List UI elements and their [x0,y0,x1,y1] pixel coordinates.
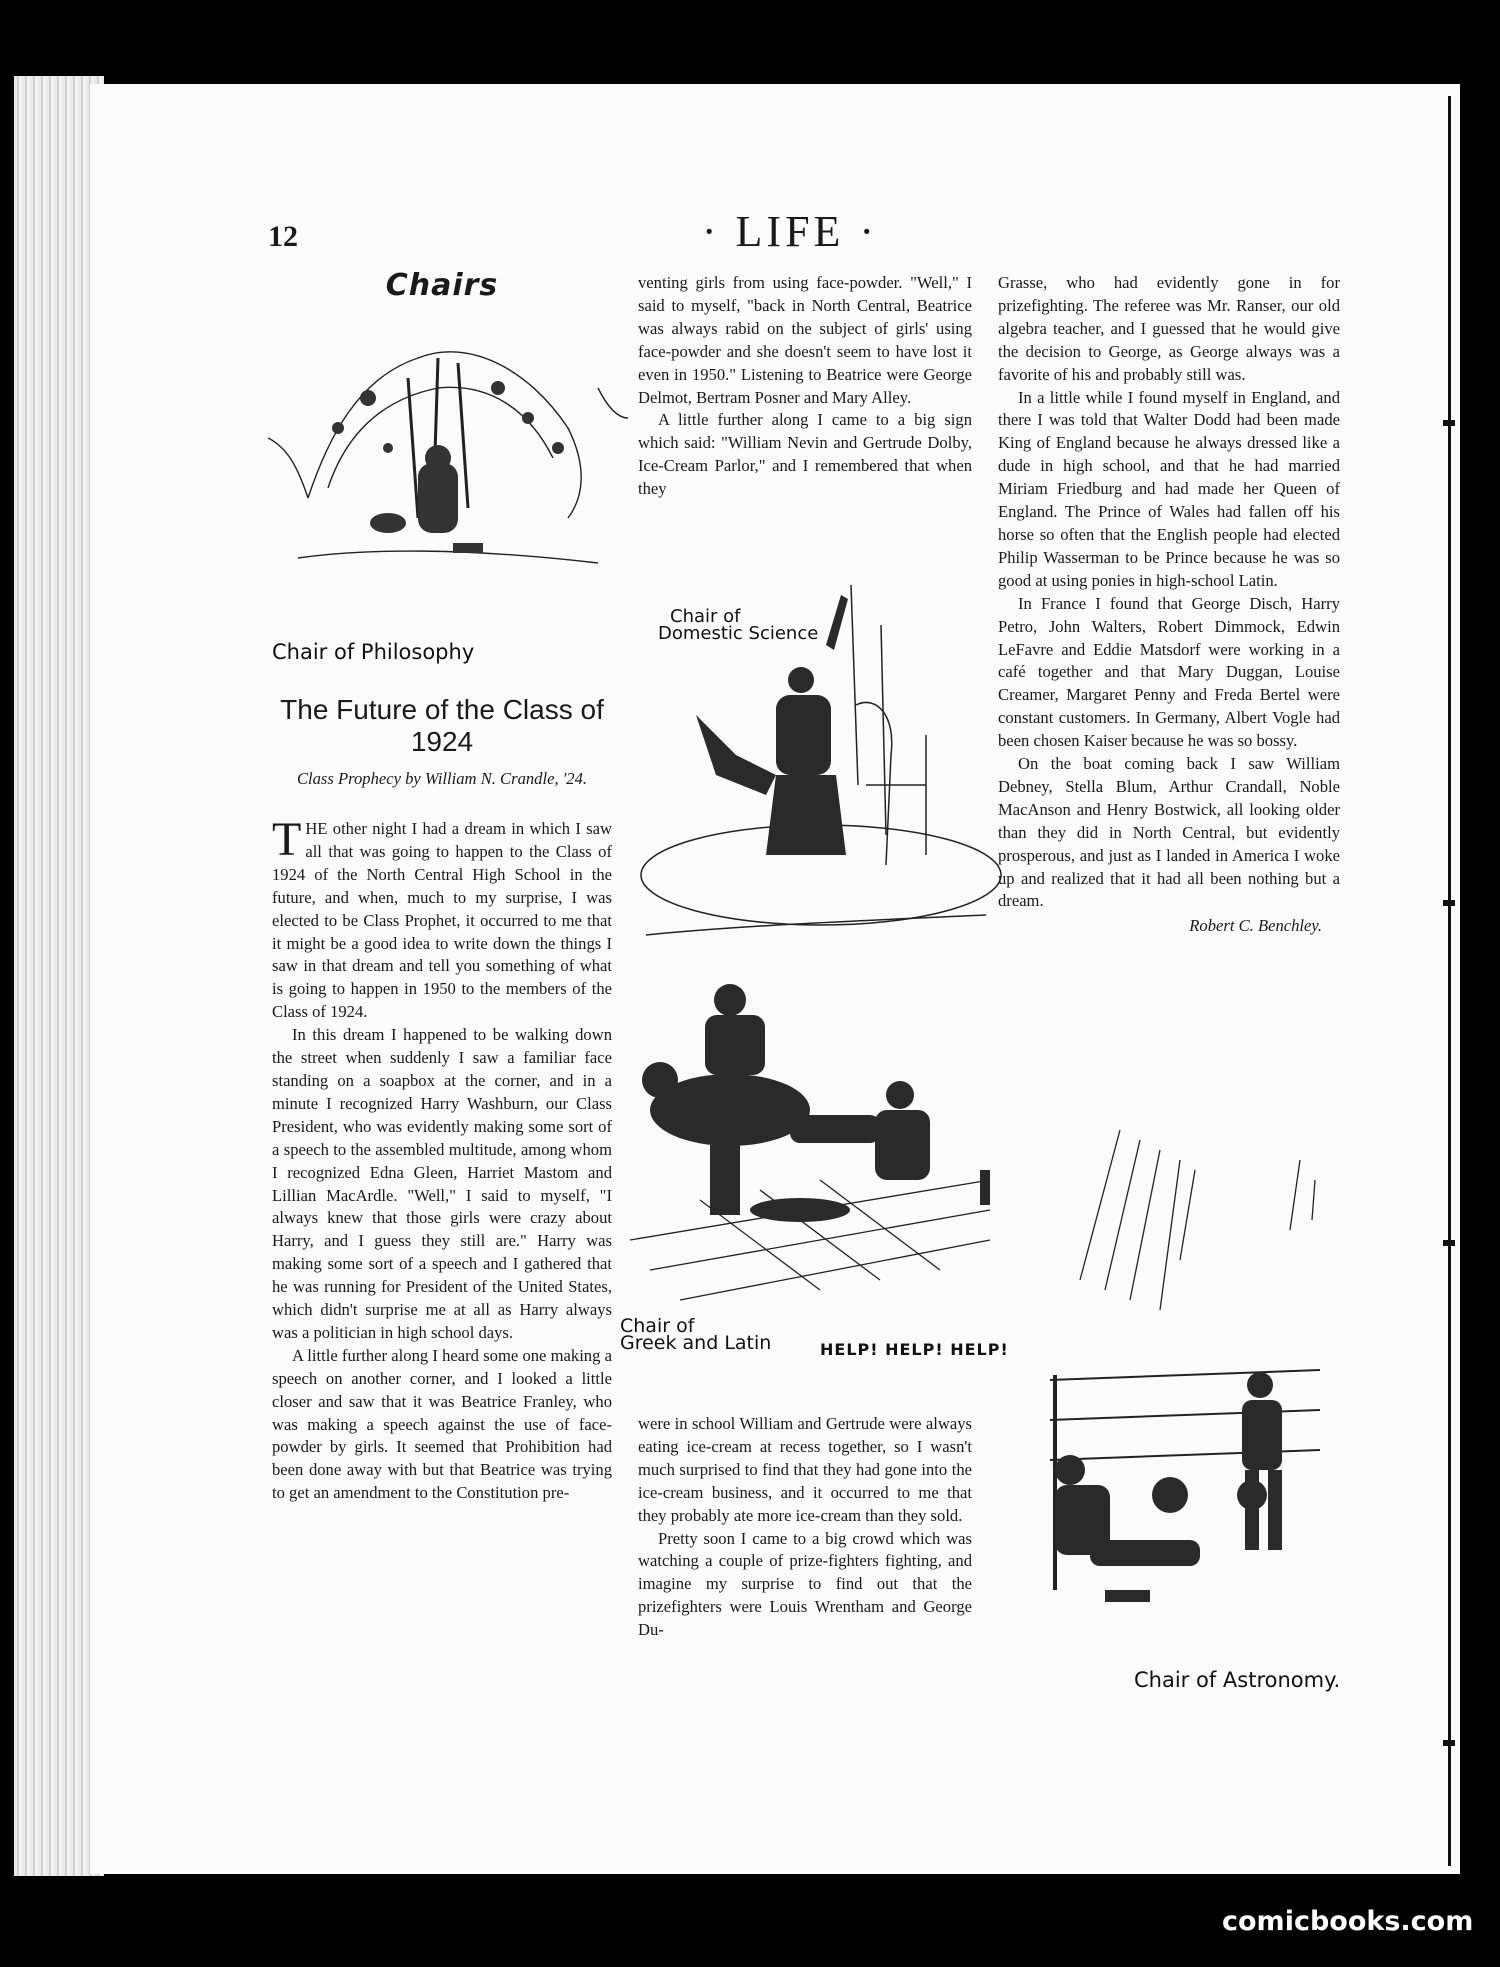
binding-stitch [1443,1240,1455,1246]
article-column-1 [272,813,612,1505]
watermark: comicbooks.com [1222,1906,1474,1937]
paragraph: A little further along I heard some one making a speech on another corner, and I looked a little closer and saw that it was Beatrice Franley, who was making a speech against the use of face-powder by girls. It seemed that Prohibition had been done away with but that Beatrice was trying to get an amendment to the Constitution pre- [272,1345,612,1503]
paragraph: Grasse, who had evidently gone in for prizefighting. The referee was Mr. Ranser, our old algebra teacher, and I guessed that he would give the decision to George, as George always was a favorite of his and probably still was. [998,273,1340,384]
paragraph: venting girls from using face-powder. "Well," I said to myself, "back in North Central, Beatrice was always rabid on the subject of girls' using face-powder and she doesn't seem to have lost it even in 1950." Listening to Beatrice were George Delmot, Bertram Posner and Mary Alley. [638,273,972,407]
paragraph: In France I found that George Disch, Harry Petro, John Walters, Robert Dimmock, Edwin LeFavre and Eddie Matsdorf were working in a café together and that Mary Duggan, Louise Creamer, Margaret Penny and Freda Bertel were constant customers. In Germany, Albert Vogle had been chosen Kaiser because he was so bossy. [998,593,1340,751]
paragraph: A little further along I came to a big sign which said: "William Nevin and Gertrude Dolby, Ice-Cream Parlor," and I remembered that when they [638,410,972,499]
caption-chair-of-philosophy: Chair of Philosophy [272,640,475,664]
binding-stitch [1443,420,1455,426]
paragraph: In this dream I happened to be walking down the street when suddenly I saw a familiar face standing on a soapbox at the corner, and in a minute I recognized Harry Washburn, our Class President, who was evidently making some sort of a speech to the assembled multitude, among whom I recognized Edna Gleen, Harriet Mastom and Lillian MacArdle. "Well," I said to myself, "I always knew that those girls were crazy about Harry, and I guess they still are." Harry was making some sort of a speech and I gathered that he was running for President of the United States, which didn't surprise me at all as Harry always was a politician in high school days. [272,1025,612,1342]
caption-line: Greek and Latin [620,1332,772,1354]
caption-line: Domestic Science [658,623,819,644]
paragraph: On the boat coming back I saw William Debney, Stella Blum, Arthur Crandall, Noble MacAnson and Henry Bostwick, all looking older than they did in North Central, but evidently prosperous, and just as I landed in America I woke up and realized that it had all been nothing but a dream. [998,754,1340,911]
article-column-2-bottom [638,1413,972,1642]
caption-chair-of-greek-and-latin [620,1315,772,1354]
paragraph: Pretty soon I came to a big crowd which was watching a couple of prize-fighters fighting, and imagine my surprise to find out that the prizefighters were Louis Wrentham and George Du- [638,1528,972,1640]
barber-scene-icon [620,960,1000,1320]
paragraph: In a little while I found myself in England, and there I was told that Walter Dodd had been made King of England because he always dressed like a dude in high school, and that he had married Miriam Friedburg and had made her Queen of England. The Prince of Wales had fallen off his horse so often that the English people had elected Philip Wasserman to be Prince because he was so good at using ponies in high-school Latin. [998,387,1340,590]
boxing-ring-icon [1020,1120,1350,1670]
binding-stitch [1443,900,1455,906]
author-signature: Robert C. Benchley. [1189,916,1322,936]
masthead: · LIFE · [701,207,879,256]
illustration-shout-text: HELP! HELP! HELP! [820,1340,1009,1359]
article-byline: Class Prophecy by William N. Crandle, '24. [296,769,588,788]
article-title: The Future of the Class of 1924 [280,694,604,757]
article-column-3 [998,272,1340,938]
article-column-2-top [638,272,972,501]
caption-line: Chair of [670,606,741,627]
binding-gutter [1448,96,1451,1866]
illustration-philosophy [268,318,628,598]
page-number: 12 [268,220,298,253]
caption-chair-of-astronomy: Chair of Astronomy. [1134,1668,1341,1692]
paragraph: were in school William and Gertrude were always eating ice-cream at recess together, so I wasn't much surprised to find that they had gone into the ice-cream business, and it occurred to me that they probably ate more ice-cream than they sold. [638,1414,972,1525]
caption-line: Chair of [620,1315,695,1337]
caption-chair-of-domestic-science [658,608,818,642]
binding-stitch [1443,1740,1455,1746]
section-heading: Chairs [385,268,499,303]
paragraph: HE other night I had a dream in which I saw all that was going to happen to the Class of 1924 of the North Central High School in the future, and when, much to my surprise, I was elected to be Class Prophet, it occurred to me that it might be a good idea to write down the things I saw in that dream and tell you something of what is going to happen in 1950 to the members of the Class of 1924. [272,819,612,1022]
drop-cap: T [272,813,302,866]
illustration-astronomy [1020,1120,1350,1670]
man-under-tree-icon [268,318,628,598]
illustration-greek-and-latin [620,960,1000,1320]
